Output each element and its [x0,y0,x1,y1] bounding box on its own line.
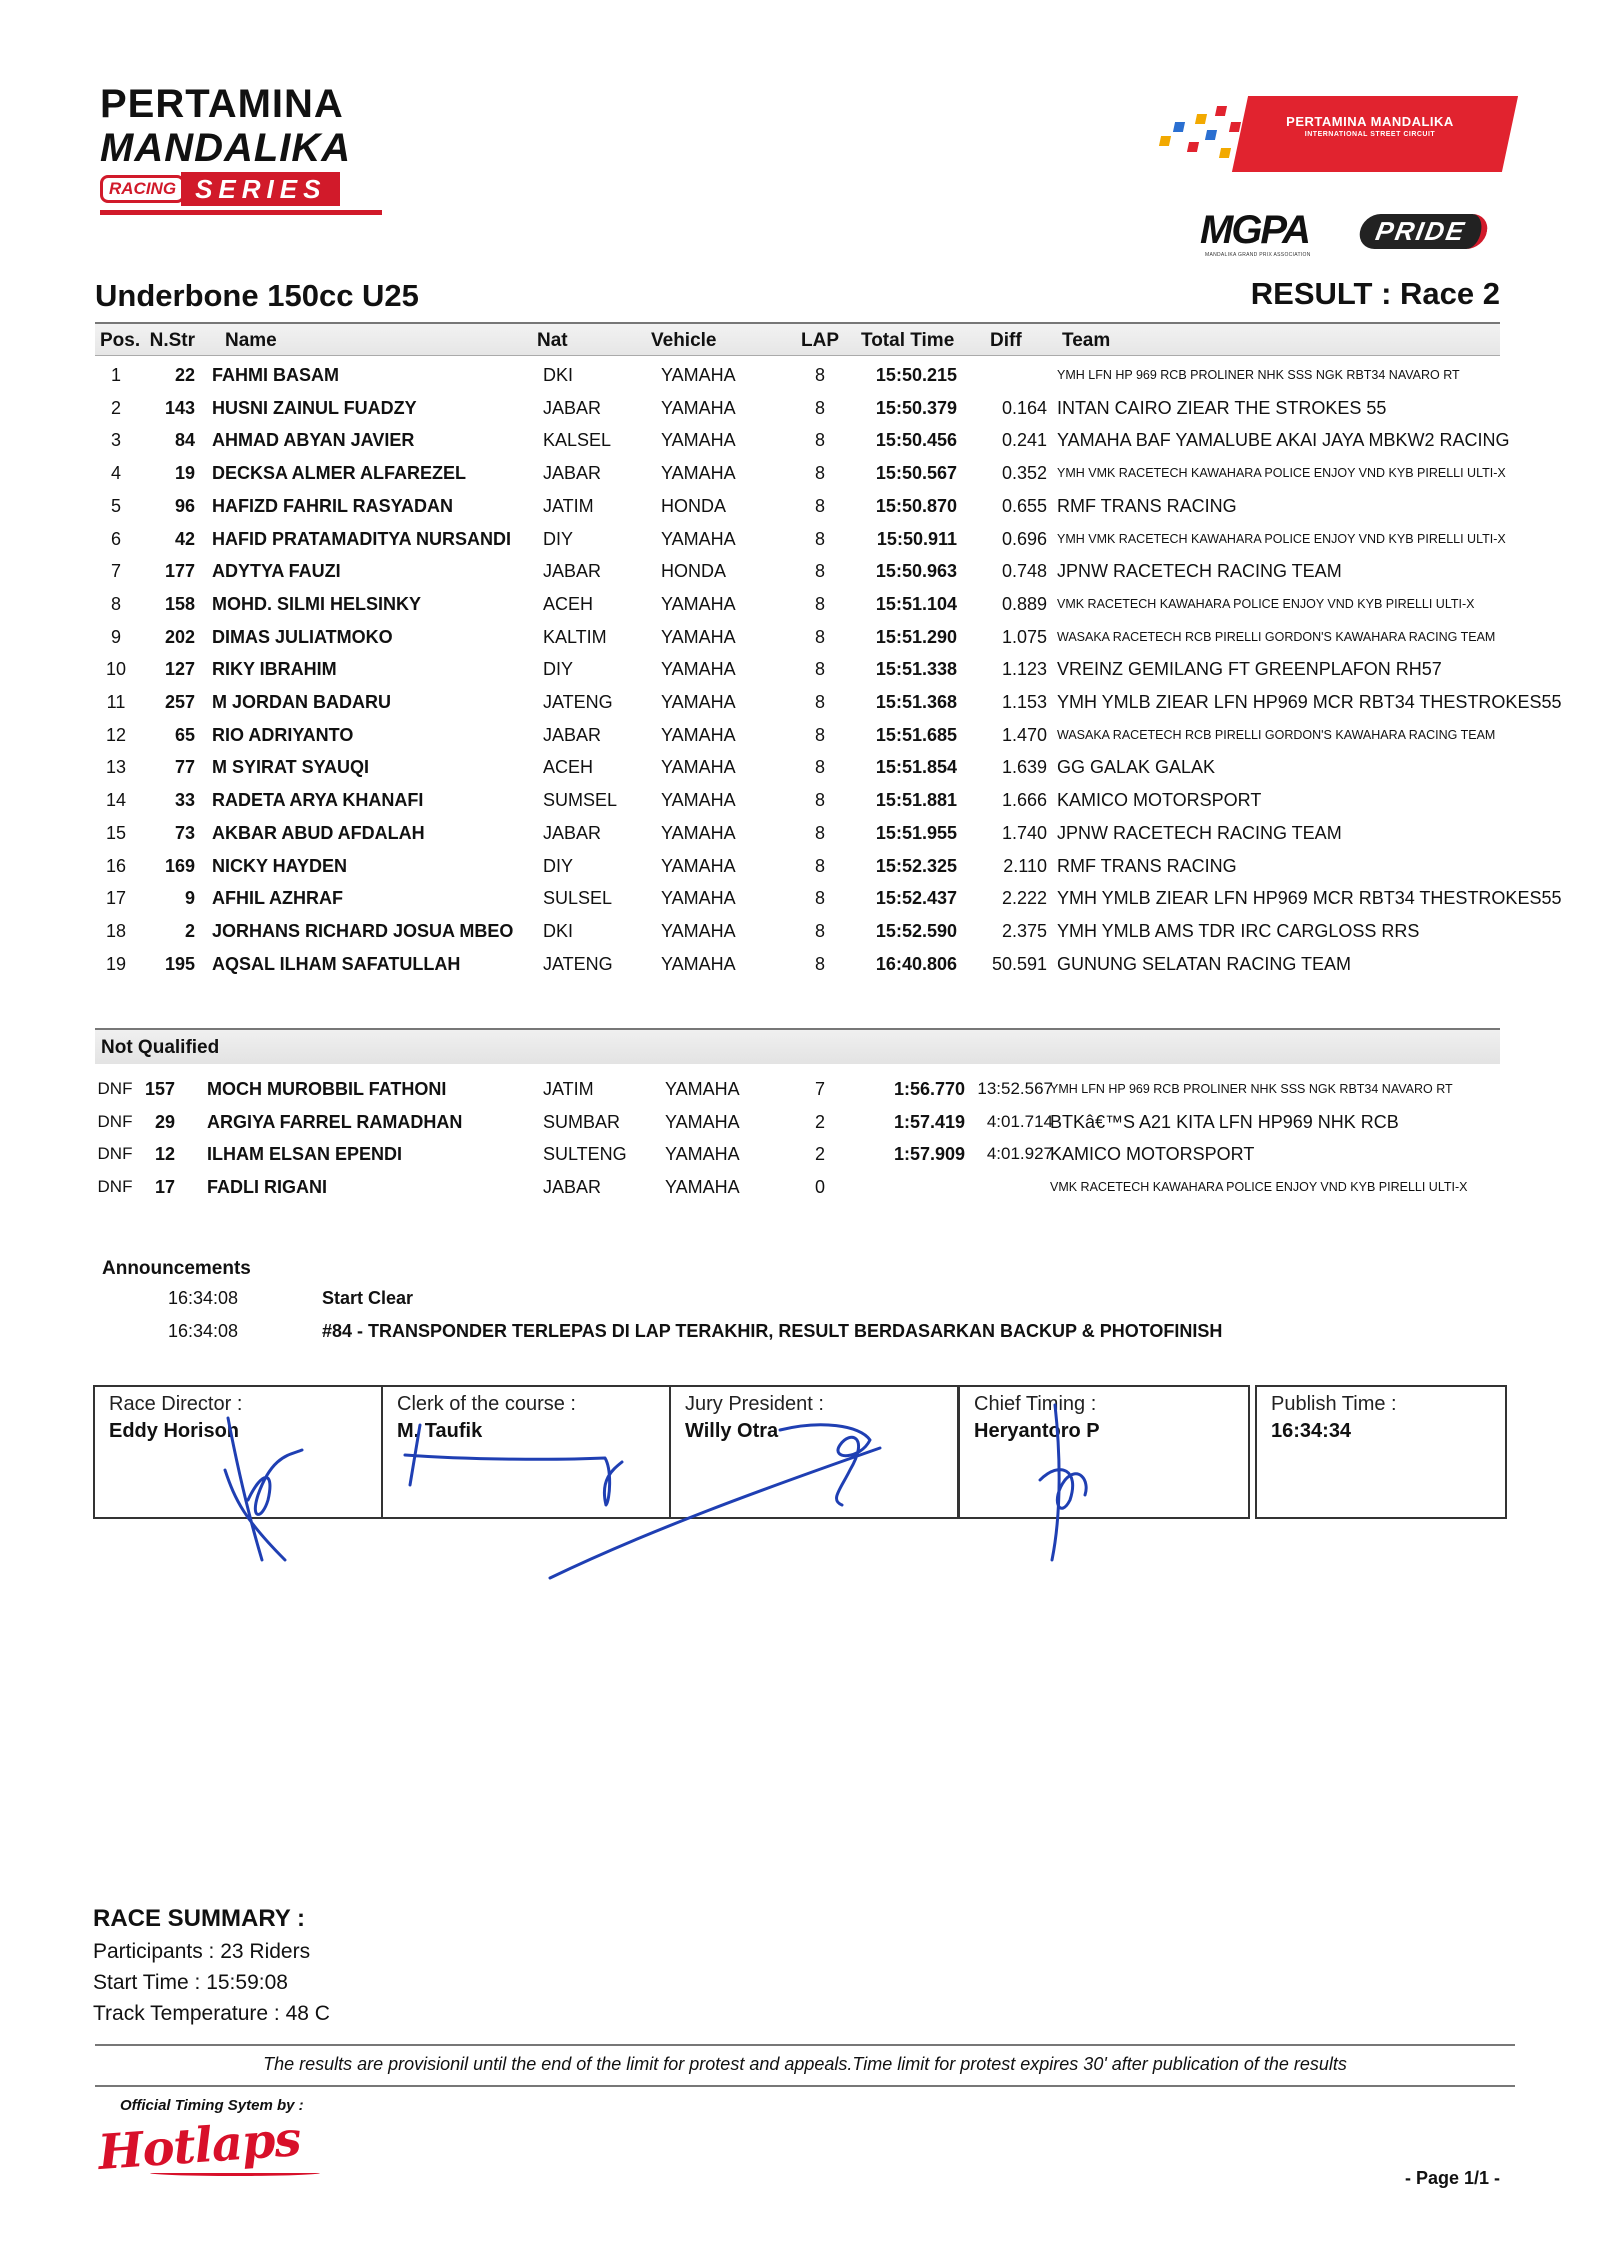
row-lap: 2 [814,1144,825,1165]
row-vehicle: YAMAHA [661,593,736,614]
result-row [95,750,1500,783]
row-nat: JABAR [543,463,602,484]
row-nstr: 257 [164,692,195,712]
row-nat: JABAR [543,561,602,582]
row-vehicle: YAMAHA [661,692,736,712]
publish-time-box [1255,1385,1507,1519]
row-lap: 8 [814,430,825,451]
row-vehicle: YAMAHA [661,626,736,647]
row-name: ADYTYA FAUZI [212,561,341,582]
row-vehicle: HONDA [661,495,727,516]
series-logo [100,82,400,215]
row-nat: JABAR [543,1177,602,1198]
announcement-time: 16:34:08 [168,1321,239,1341]
logo-underline [100,210,382,215]
row-team: YMH VMK RACETECH KAWAHARA POLICE ENJOY VND KYB PIRELLI ULTI-X [1057,531,1506,546]
jury-president-label: Jury President : [685,1393,824,1415]
summary-participants: Participants : 23 Riders [93,1940,311,1963]
row-nstr: 127 [164,659,195,680]
row-pos: 10 [105,659,127,680]
row-nstr: 77 [174,757,195,778]
row-diff: 1.639 [1001,757,1047,778]
row-lap: 8 [814,855,825,876]
row-team: RMF TRANS RACING [1057,855,1237,876]
announcement-text: #84 - TRANSPONDER TERLEPAS DI LAP TERAKHIR, RESULT BERDASARKAN BACKUP & PHOTOFINISH [322,1321,1223,1341]
row-nat: SULTENG [543,1144,627,1165]
row-nat: DKI [543,365,574,385]
row-lap: 2 [814,1111,825,1132]
row-team: RMF TRANS RACING [1057,495,1237,516]
announcement-text: Start Clear [322,1288,414,1308]
announcement-time: 16:34:08 [168,1288,239,1308]
row-total-time: 15:51.290 [875,626,957,647]
row-diff: 1.740 [1001,822,1047,843]
row-pos: 11 [106,692,126,712]
row-pos: 7 [110,561,121,582]
chief-timing-box [958,1385,1250,1519]
row-lap: 8 [814,888,825,909]
row-name: MOCH MUROBBIL FATHONI [207,1079,447,1099]
col-header-team: Team [1062,330,1111,351]
row-name: AKBAR ABUD AFDALAH [212,822,425,843]
row-diff: 4:01.714 [986,1111,1053,1131]
row-vehicle: YAMAHA [665,1111,740,1132]
row-team: YMH YMLB ZIEAR LFN HP969 MCR RBT34 THESTROKES55 [1057,888,1562,909]
circuit-name: PERTAMINA MANDALIKA [1286,114,1454,129]
row-nstr: 73 [174,822,195,843]
row-total-time: 1:56.770 [893,1079,965,1099]
summary-track-temperature: Track Temperature : 48 C [93,2002,330,2025]
row-vehicle: YAMAHA [661,659,736,680]
row-total-time: 15:52.437 [875,888,957,909]
row-team: JPNW RACETECH RACING TEAM [1057,822,1342,843]
row-name: JORHANS RICHARD JOSUA MBEO [212,920,514,941]
not-qualified-header [95,1028,1500,1064]
col-header-vehicle: Vehicle [651,330,717,351]
row-name: HUSNI ZAINUL FUADZY [212,397,417,418]
row-nstr: 195 [164,953,195,974]
row-name: ARGIYA FARREL RAMADHAN [207,1111,463,1132]
row-total-time: 15:50.567 [875,463,957,484]
row-nat: SULSEL [543,888,613,909]
row-total-time: 1:57.909 [893,1144,965,1165]
row-team: KAMICO MOTORSPORT [1050,1144,1255,1165]
row-team: YMH YMLB ZIEAR LFN HP969 MCR RBT34 THESTROKES55 [1057,692,1562,712]
announcements-title: Announcements [102,1258,251,1279]
row-lap: 8 [814,365,825,385]
row-lap: 8 [814,463,825,484]
race-director-name: Eddy Horison [109,1420,240,1442]
dnf-row [95,1105,1500,1138]
row-pos: 14 [105,790,127,811]
row-diff: 1.153 [1001,692,1047,712]
row-total-time: 16:40.806 [875,953,957,974]
row-name: AHMAD ABYAN JAVIER [212,430,415,451]
row-pos: DNF [97,1079,133,1098]
col-header-name: Name [225,330,277,351]
row-vehicle: YAMAHA [661,822,736,843]
col-header-nstr: N.Str [149,330,195,351]
row-nstr: 2 [184,920,195,941]
row-team: YAMAHA BAF YAMALUBE AKAI JAYA MBKW2 RACING [1057,430,1510,451]
col-header-total-time: Total Time [861,330,955,351]
row-vehicle: YAMAHA [661,365,736,385]
row-nstr: 169 [164,855,195,876]
row-total-time: 15:52.590 [875,920,957,941]
row-name: NICKY HAYDEN [212,855,348,876]
row-diff: 0.889 [1001,593,1047,614]
result-row [95,423,1510,456]
result-row [95,816,1500,849]
summary-start-time: Start Time : 15:59:08 [93,1971,288,1994]
row-diff: 2.110 [1003,855,1047,876]
row-lap: 8 [814,953,825,974]
row-pos: DNF [97,1177,133,1197]
row-team: GUNUNG SELATAN RACING TEAM [1057,953,1352,974]
row-team: YMH LFN HP 969 RCB PROLINER NHK SSS NGK RBT34 NAVARO RT [1050,1082,1453,1096]
row-team: BTKâ€™S A21 KITA LFN HP969 NHK RCB [1050,1111,1399,1132]
row-pos: 1 [110,365,121,385]
row-lap: 8 [814,659,825,680]
row-nstr: 157 [144,1079,175,1099]
row-nat: JATIM [543,495,594,516]
row-pos: DNF [97,1111,133,1131]
row-nat: ACEH [543,757,594,778]
row-lap: 8 [814,626,825,647]
row-team: WASAKA RACETECH RCB PIRELLI GORDON'S KAWAHARA RACING TEAM [1057,629,1496,644]
row-total-time: 15:50.456 [875,430,957,451]
row-vehicle: YAMAHA [661,855,736,876]
row-diff: 2.375 [1001,920,1047,941]
row-nat: DIY [543,855,574,876]
result-row [95,783,1500,816]
row-lap: 0 [814,1177,825,1198]
row-nstr: 12 [154,1144,175,1165]
not-qualified-title: Not Qualified [101,1037,220,1058]
page-number: - Page 1/1 - [1404,2168,1500,2188]
row-vehicle: YAMAHA [661,953,736,974]
row-vehicle: YAMAHA [661,528,736,549]
col-header-diff: Diff [990,330,1022,351]
row-diff: 1.075 [1001,626,1047,647]
result-row [95,620,1500,653]
row-name: RIO ADRIYANTO [212,724,354,745]
row-lap: 8 [814,692,825,712]
chief-timing-label: Chief Timing : [974,1393,1097,1415]
row-nat: SUMBAR [543,1111,621,1132]
row-diff: 13:52.567 [977,1079,1053,1098]
publish-time-value: 16:34:34 [1271,1420,1352,1442]
row-name: FAHMI BASAM [212,365,339,385]
row-nstr: 33 [174,790,195,811]
hotlaps-logo: Hotlaps [96,2111,303,2181]
row-nstr: 22 [174,365,195,385]
result-row [95,554,1500,587]
row-pos: 17 [105,888,127,909]
result-row [95,718,1500,751]
row-team: YMH LFN HP 969 RCB PROLINER NHK SSS NGK RBT34 NAVARO RT [1057,368,1460,382]
row-team: KAMICO MOTORSPORT [1057,790,1262,811]
pride-logo: PRIDE [1357,214,1491,249]
row-nstr: 158 [164,593,195,614]
row-vehicle: YAMAHA [661,888,736,909]
row-team: VREINZ GEMILANG FT GREENPLAFON RH57 [1057,659,1442,680]
result-row [95,522,1506,555]
row-pos: 16 [105,855,127,876]
result-row [95,391,1500,424]
row-lap: 8 [814,593,825,614]
row-vehicle: YAMAHA [661,397,736,418]
row-lap: 8 [814,757,825,778]
dnf-row [95,1170,1500,1203]
row-nstr: 143 [164,397,195,418]
logo-line-2: MANDALIKA [100,126,352,170]
row-lap: 8 [814,920,825,941]
row-team: YMH YMLB AMS TDR IRC CARGLOSS RRS [1057,920,1420,941]
row-vehicle: YAMAHA [665,1144,740,1165]
hotlaps-swoosh [150,2170,320,2176]
row-pos: 15 [105,822,127,843]
race-summary-title: RACE SUMMARY : [93,1905,306,1932]
row-nat: ACEH [543,593,594,614]
row-lap: 7 [814,1079,825,1099]
row-name: DECKSA ALMER ALFAREZEL [212,463,466,484]
disclaimer-text: The results are provisionil until the end of the limit for protest and appeals.Time limit for protest expires 30' after publication of the results [263,2054,1347,2074]
row-diff: 0.655 [1001,495,1047,516]
row-diff: 0.352 [1001,463,1047,484]
row-pos: 6 [110,528,121,549]
clerk-of-course-name: M. Taufik [397,1420,483,1442]
row-pos: 5 [110,495,121,516]
row-vehicle: YAMAHA [665,1177,740,1198]
row-nstr: 202 [164,626,195,647]
row-name: MOHD. SILMI HELSINKY [212,593,422,614]
row-name: RADETA ARYA KHANAFI [212,790,424,811]
row-name: FADLI RIGANI [207,1177,327,1198]
row-pos: 2 [110,397,121,418]
result-row [95,947,1500,980]
row-lap: 8 [814,822,825,843]
row-pos: 13 [105,757,127,778]
jury-president-box [669,1385,959,1519]
row-nat: JABAR [543,397,602,418]
row-diff: 1.470 [1001,724,1047,745]
col-header-nat: Nat [537,330,568,351]
row-total-time: 15:50.215 [875,365,957,385]
row-team: INTAN CAIRO ZIEAR THE STROKES 55 [1057,397,1387,418]
row-diff: 0.164 [1001,397,1047,418]
results-table-header [95,322,1500,356]
row-lap: 8 [814,495,825,516]
circuit-logo [1140,92,1510,178]
race-director-label: Race Director : [109,1393,243,1415]
row-nat: SUMSEL [543,790,618,811]
row-lap: 8 [814,397,825,418]
circuit-sub: INTERNATIONAL STREET CIRCUIT [1304,131,1436,138]
row-nat: JABAR [543,724,602,745]
row-diff: 4:01.927 [986,1144,1053,1164]
row-total-time: 15:51.368 [875,692,957,712]
result-row [95,685,1562,718]
row-nat: KALSEL [543,430,612,451]
row-name: AFHIL AZHRAF [212,888,343,909]
row-nstr: 65 [174,724,195,745]
row-nstr: 17 [154,1177,175,1198]
row-nstr: 19 [174,463,195,484]
row-nat: JABAR [543,822,602,843]
row-diff: 2.222 [1001,888,1047,909]
row-team: WASAKA RACETECH RCB PIRELLI GORDON'S KAWAHARA RACING TEAM [1057,727,1496,742]
row-vehicle: YAMAHA [665,1079,740,1099]
dnf-row [95,1137,1500,1170]
row-nat: DIY [543,528,574,549]
result-row [95,489,1500,522]
result-row [95,456,1506,489]
row-total-time: 15:50.379 [875,397,957,418]
disclaimer-bottom-rule [95,2085,1515,2087]
row-nstr: 9 [184,888,195,909]
row-vehicle: YAMAHA [661,724,736,745]
row-pos: 8 [110,593,121,614]
row-nstr: 42 [174,528,195,549]
row-diff: 1.666 [1001,790,1047,811]
publish-time-label: Publish Time : [1271,1393,1397,1415]
timing-by-label: Official Timing Sytem by : [120,2097,304,2114]
col-header-lap: LAP [801,330,839,351]
result-row [95,881,1562,914]
jury-president-name: Willy Otra [685,1420,779,1442]
row-nat: DKI [543,920,574,941]
row-team: YMH VMK RACETECH KAWAHARA POLICE ENJOY VND KYB PIRELLI ULTI-X [1057,466,1506,481]
result-row [95,652,1500,685]
result-row [95,358,1500,391]
row-team: VMK RACETECH KAWAHARA POLICE ENJOY VND KYB PIRELLI ULTI-X [1050,1180,1468,1195]
row-name: HAFID PRATAMADITYA NURSANDI [212,528,511,549]
result-row [95,587,1500,620]
row-diff: 0.748 [1001,561,1047,582]
row-diff: 50.591 [991,953,1047,974]
row-nstr: 29 [154,1111,175,1132]
clerk-of-course-label: Clerk of the course : [397,1393,576,1415]
row-name: M JORDAN BADARU [212,692,391,712]
dnf-row [95,1072,1500,1105]
row-nstr: 84 [174,430,195,451]
row-nat: KALTIM [543,626,607,647]
row-pos: 19 [105,953,127,974]
row-name: HAFIZD FAHRIL RASYADAN [212,495,454,516]
row-total-time: 15:51.955 [875,822,957,843]
row-vehicle: YAMAHA [661,790,736,811]
row-total-time: 15:50.870 [875,495,957,516]
row-total-time: 15:51.881 [875,790,957,811]
row-pos: 4 [110,463,121,484]
row-team: GG GALAK GALAK [1057,757,1216,778]
row-team: VMK RACETECH KAWAHARA POLICE ENJOY VND KYB PIRELLI ULTI-X [1057,596,1475,611]
result-row [95,914,1500,947]
row-total-time: 15:51.338 [875,659,957,680]
result-title: RESULT : Race 2 [1250,276,1500,311]
chief-timing-name: Heryantoro P [974,1420,1100,1442]
row-pos: 18 [105,920,127,941]
mgpa-logo: MGPA [1200,208,1310,252]
row-pos: DNF [97,1144,133,1164]
row-name: RIKY IBRAHIM [212,659,337,680]
clerk-of-course-box [381,1385,671,1519]
row-lap: 8 [814,528,825,549]
race-director-box [93,1385,383,1519]
row-total-time: 15:50.911 [876,528,957,549]
row-name: AQSAL ILHAM SAFATULLAH [212,953,461,974]
row-vehicle: YAMAHA [661,920,736,941]
row-total-time: 15:50.963 [875,561,957,582]
row-nat: JATENG [543,692,613,712]
mgpa-logo-sub: MANDALIKA GRAND PRIX ASSOCIATION [1205,252,1311,258]
row-name: ILHAM ELSAN EPENDI [207,1144,403,1165]
logo-line-1: PERTAMINA [100,82,344,126]
row-vehicle: YAMAHA [661,463,736,484]
logo-racing-tag: RACING [100,175,185,203]
row-vehicle: HONDA [661,561,727,582]
row-nat: DIY [543,659,574,680]
result-row [95,849,1500,882]
row-pos: 9 [110,626,121,647]
row-total-time: 15:52.325 [875,855,957,876]
row-diff: 1.123 [1001,659,1047,680]
row-pos: 3 [110,430,121,451]
row-nat: JATIM [543,1079,594,1099]
row-name: M SYIRAT SYAUQI [212,757,370,778]
row-name: DIMAS JULIATMOKO [212,626,393,647]
row-nstr: 96 [174,495,195,516]
row-lap: 8 [814,790,825,811]
col-header-pos: Pos. [100,330,141,351]
row-diff: 0.696 [1001,528,1047,549]
race-class-title: Underbone 150cc U25 [95,278,419,313]
row-total-time: 15:51.104 [875,593,957,614]
row-team: JPNW RACETECH RACING TEAM [1057,561,1342,582]
disclaimer-top-rule [95,2044,1515,2046]
row-nat: JATENG [543,953,613,974]
row-total-time: 15:51.854 [875,757,957,778]
row-nstr: 177 [164,561,195,582]
logo-series-tag: SERIES [181,172,340,206]
row-total-time: 1:57.419 [893,1111,965,1132]
row-vehicle: YAMAHA [661,757,736,778]
row-total-time: 15:51.685 [875,724,957,745]
row-lap: 8 [814,724,825,745]
row-pos: 12 [105,724,127,745]
row-lap: 8 [814,561,825,582]
row-diff: 0.241 [1001,430,1047,451]
row-vehicle: YAMAHA [661,430,736,451]
